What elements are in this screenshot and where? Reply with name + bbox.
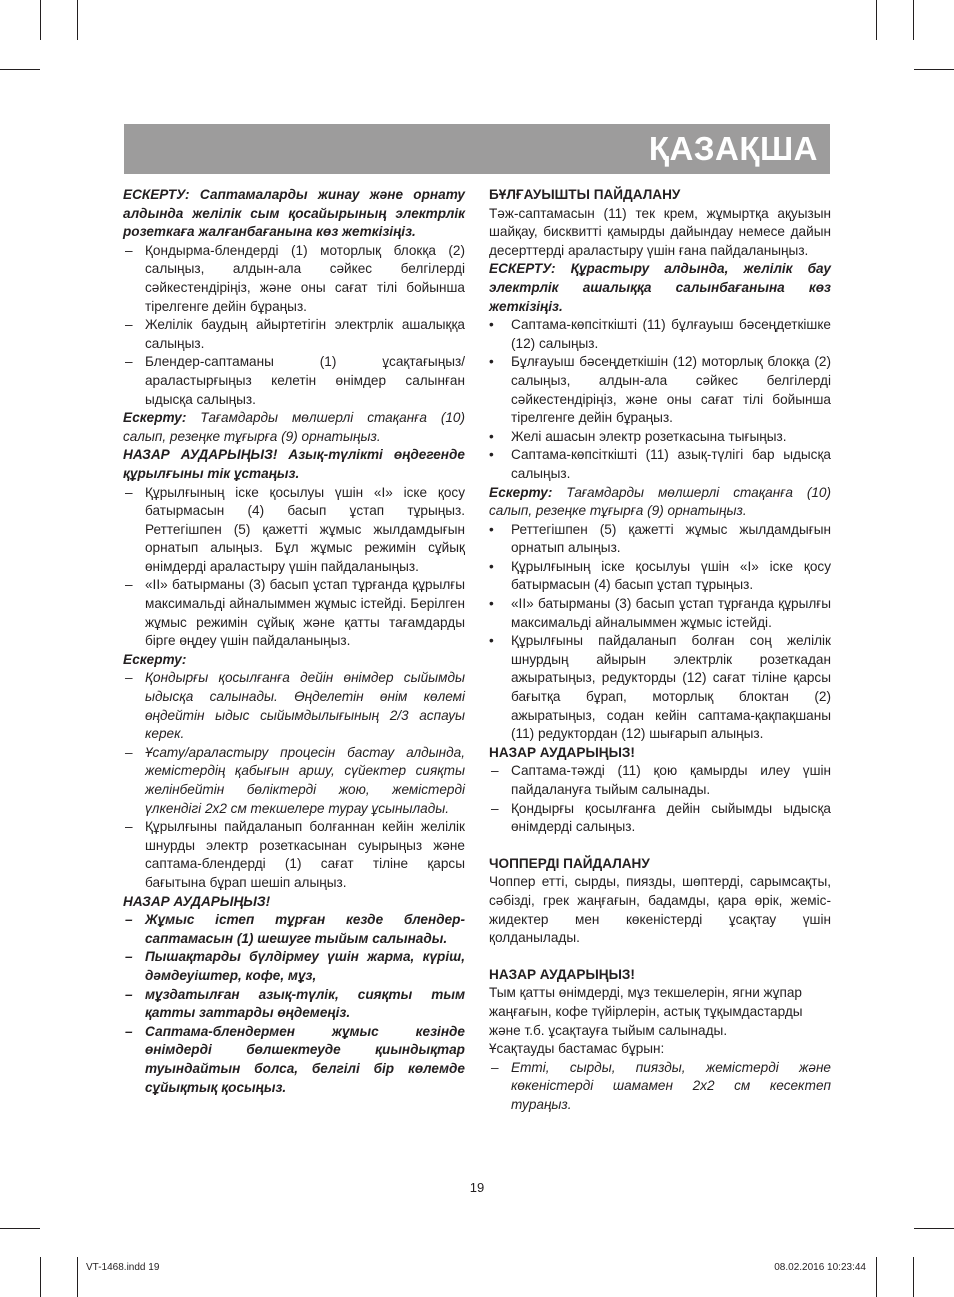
list-item: • Саптама-көпсіткішті (11) азық-түлігі бар ыдысқа салыңыз. (489, 446, 831, 483)
list-item: – Қондырғы қосылғанға дейін сыйымды ыдысқа өнімдерді салыңыз. (489, 800, 831, 837)
list-item: – мұздатылған азық-түлік, сияқты тым қатты заттарды өңдемеңіз. (123, 986, 465, 1023)
note-paragraph (123, 409, 465, 446)
list-item: • Реттегішпен (5) қажетті жұмыс жылдамдығын орнатып алыңыз. (489, 521, 831, 558)
footer-file: VT-1468.indd 19 (86, 1262, 160, 1273)
list-item: – Саптама-тәжді (11) қою қамырды илеу үшін пайдалануға тыйым салынады. (489, 762, 831, 799)
attention-label: НАЗАР АУДАРЫҢЫЗ! (123, 447, 278, 463)
note-text: Тағамдарды мөлшерлі стақанға (10) салып, резеңке тұғырға (9) орнатыңыз. (489, 484, 831, 519)
whisk-warnings-list (489, 762, 831, 836)
notes-list (123, 669, 465, 892)
chopper-warning-text: Тым қатты өнімдерді, мұз текшелерін, ягни жұпар жаңғағын, кофе түйірлерін, астық тұқымдастарды және т.б. ұсақтауға тыйым салынады. (489, 985, 803, 1038)
crop-mark (876, 1257, 877, 1297)
list-item: • Құрылғыны пайдаланып болған соң желілік шнурдың айырын электрлік розеткадан ажыратыңыз, редукторды (12) сағат тіліне қарсы бағытқа бұрап, моторлық блоктан (2) ажыратыңыз, содан кейін саптама-қақпақшаны (11) редуктордан (12) шығарып алыңыз. (489, 632, 831, 744)
crop-mark (913, 1257, 914, 1297)
list-item: – Қондырма-блендерді (1) моторлық блокқа (2) салыңыз, алдын-ала сәйкес белгілерді сәйкестендіріңіз, және оны сағат тілі бойынша тірелгенге дейін бұраңыз. (123, 242, 465, 316)
whisk-warning: ЕСКЕРТУ: Құрастыру алдында, желілік бау электрлік ашалыққа салынбағанына көз жеткізіңіз. (489, 261, 831, 314)
list-item: – Жұмыс істеп тұрған кезде блендер-саптамасын (1) шешуге тыйым салынады. (123, 911, 465, 948)
list-item: – Пышақтарды бүлдірмеу үшін жарма, күріш, дәмдеуіштер, кофе, мұз, (123, 948, 465, 985)
whisk-steps-list (489, 316, 831, 483)
note-label: Ескерту: (123, 410, 187, 426)
spacer (489, 948, 831, 966)
note-paragraph (489, 484, 831, 521)
attention-text: Азық-түлікті өңдегенде құрылғыны тік ұстаңыз. (123, 447, 465, 481)
crop-mark (40, 0, 41, 40)
whisk-description: Тәж-саптамасын (11) тек крем, жұмыртқа ақуызын шайқау, бисквитті қамырды дайындау немесе дайын десерттерді араластыру үшін ғана пайдаланыңыз. (489, 205, 831, 258)
note-text: Тағамдарды мөлшерлі стақанға (10) салып, резеңке тұғырға (9) орнатыңыз. (123, 410, 465, 444)
list-item: – Желілік баудың айыртетігін электрлік ашалыққа салыңыз. (123, 316, 465, 353)
page-title: ҚАЗАҚША (648, 130, 818, 167)
list-item: – Қондырғы қосылғанға дейін өнімдер сыйымды ыдысқа салынады. Өңделетін өнім көлемі өңдейтін ыдыс сыйымдылығының 2/3 аспауы керек. (123, 669, 465, 743)
spacer (489, 837, 831, 855)
attention-heading: НАЗАР АУДАРЫҢЫЗ! (123, 893, 271, 909)
list-item: • Желі ашасын электр розеткасына тығыңыз. (489, 428, 831, 447)
attention-heading: НАЗАР АУДАРЫҢЫЗ! (489, 744, 635, 760)
crop-mark (77, 0, 78, 40)
chopper-description: Чоппер етті, сырды, пиязды, шөптерді, сарымсақты, сәбізді, грек жаңғағын, бадамды, қара өрік, жеміс-жидектер мен көкеністерді ұсақтау үшін қолданылады. (489, 874, 831, 946)
chopper-prep-list (489, 1059, 831, 1115)
whisk-operation-list (489, 521, 831, 744)
attention-paragraph (123, 446, 465, 483)
attention-heading: НАЗАР АУДАРЫҢЫЗ! (489, 966, 635, 982)
assembly-steps-list (123, 242, 465, 409)
list-item: – Саптама-блендермен жұмыс кезінде өнімдерді бөлшектеуде қиындықтар туындайтын болса, белгілі бір көлемде сұйықтық қосыңыз. (123, 1023, 465, 1097)
list-item: • Саптама-көпсіткішті (11) бұлғауыш бәсеңдеткішке (12) салыңыз. (489, 316, 831, 353)
operation-steps-list (123, 484, 465, 651)
left-column (123, 186, 465, 1097)
crop-mark (913, 0, 914, 40)
crop-mark (77, 1257, 78, 1297)
page-number: 19 (469, 1180, 485, 1195)
list-item: – Ұсату/араластыру процесін бастау алдында, жемістердің қабығын аршу, сүйектер сияқты желінбейтін бөліктерді жою, жемістерді үлкендігі 2х2 см текшелере турау ұсынылады. (123, 744, 465, 818)
crop-mark (0, 69, 40, 70)
warning-intro: ЕСКЕРТУ: Саптамаларды жинау және орнату алдында желілік сым қосайырының электрлік розеткаға жалғанбағанына көз жеткізіңіз. (123, 187, 465, 240)
list-item: • Бұлғауыш бәсеңдеткішін (12) моторлық блокқа (2) салыңыз, алдын-ала сәйкес белгілерді сәйкестендіріңіз, және оны сағат тілі бойынша тірелгенге дейін бұраңыз. (489, 353, 831, 427)
crop-mark (914, 1228, 954, 1229)
section-heading: ЧОППЕРДІ ПАЙДАЛАНУ (489, 855, 650, 871)
before-text: Ұсақтауды бастамас бұрын: (489, 1041, 665, 1057)
section-heading: БҰЛҒАУЫШТЫ ПАЙДАЛАНУ (489, 187, 681, 202)
right-column (489, 186, 831, 1115)
list-item: – Құрылғының іске қосылуы үшін «I» іске қосу батырмасын (4) басып ұстап тұрыңыз. Реттегішпен (5) қажетті жұмыс жылдамдығын орнатып алыңыз. Бұл жұмыс режимін сұйық өнімдерді араластыру үшін пайдаланыңыз. (123, 484, 465, 577)
warnings-list (123, 911, 465, 1097)
footer-date: 08.02.2016 10:23:44 (774, 1262, 866, 1273)
list-item: – Етті, сырды, пиязды, жемістерді және көкеністерді шамамен 2х2 см кесектеп тураңыз. (489, 1059, 831, 1115)
language-banner (124, 124, 830, 174)
list-item: • «II» батырманы (3) басып ұстап тұрғанда құрылғы максимальді айналыммен жұмыс істейді. (489, 595, 831, 632)
list-item: – Блендер-саптаманы (1) ұсақтағыңыз/араластырғыңыз келетін өнімдер салынған ыдысқа салыңыз. (123, 353, 465, 409)
crop-mark (0, 1228, 40, 1229)
crop-mark (40, 1257, 41, 1297)
list-item: • Құрылғының іске қосылуы үшін «I» іске қосу батырмасын (4) басып ұстап тұрыңыз. (489, 558, 831, 595)
note-label: Ескерту: (489, 484, 553, 500)
list-item: – «II» батырманы (3) басып ұстап тұрғанда құрылғы максимальді айналыммен жұмыс істейді. Берілген жұмыс режимін сұйық және қатты тағамдарды бірге өңдеу үшін пайдаланыңыз. (123, 576, 465, 650)
note-label: Ескерту: (123, 651, 187, 667)
crop-mark (914, 69, 954, 70)
list-item: – Құрылғыны пайдаланып болғаннан кейін желілік шнурды электр розеткасынан суырыңыз және саптама-блендерді (1) сағат тіліне қарсы бағытына бұрап шешіп алыңыз. (123, 818, 465, 892)
crop-mark (876, 0, 877, 40)
